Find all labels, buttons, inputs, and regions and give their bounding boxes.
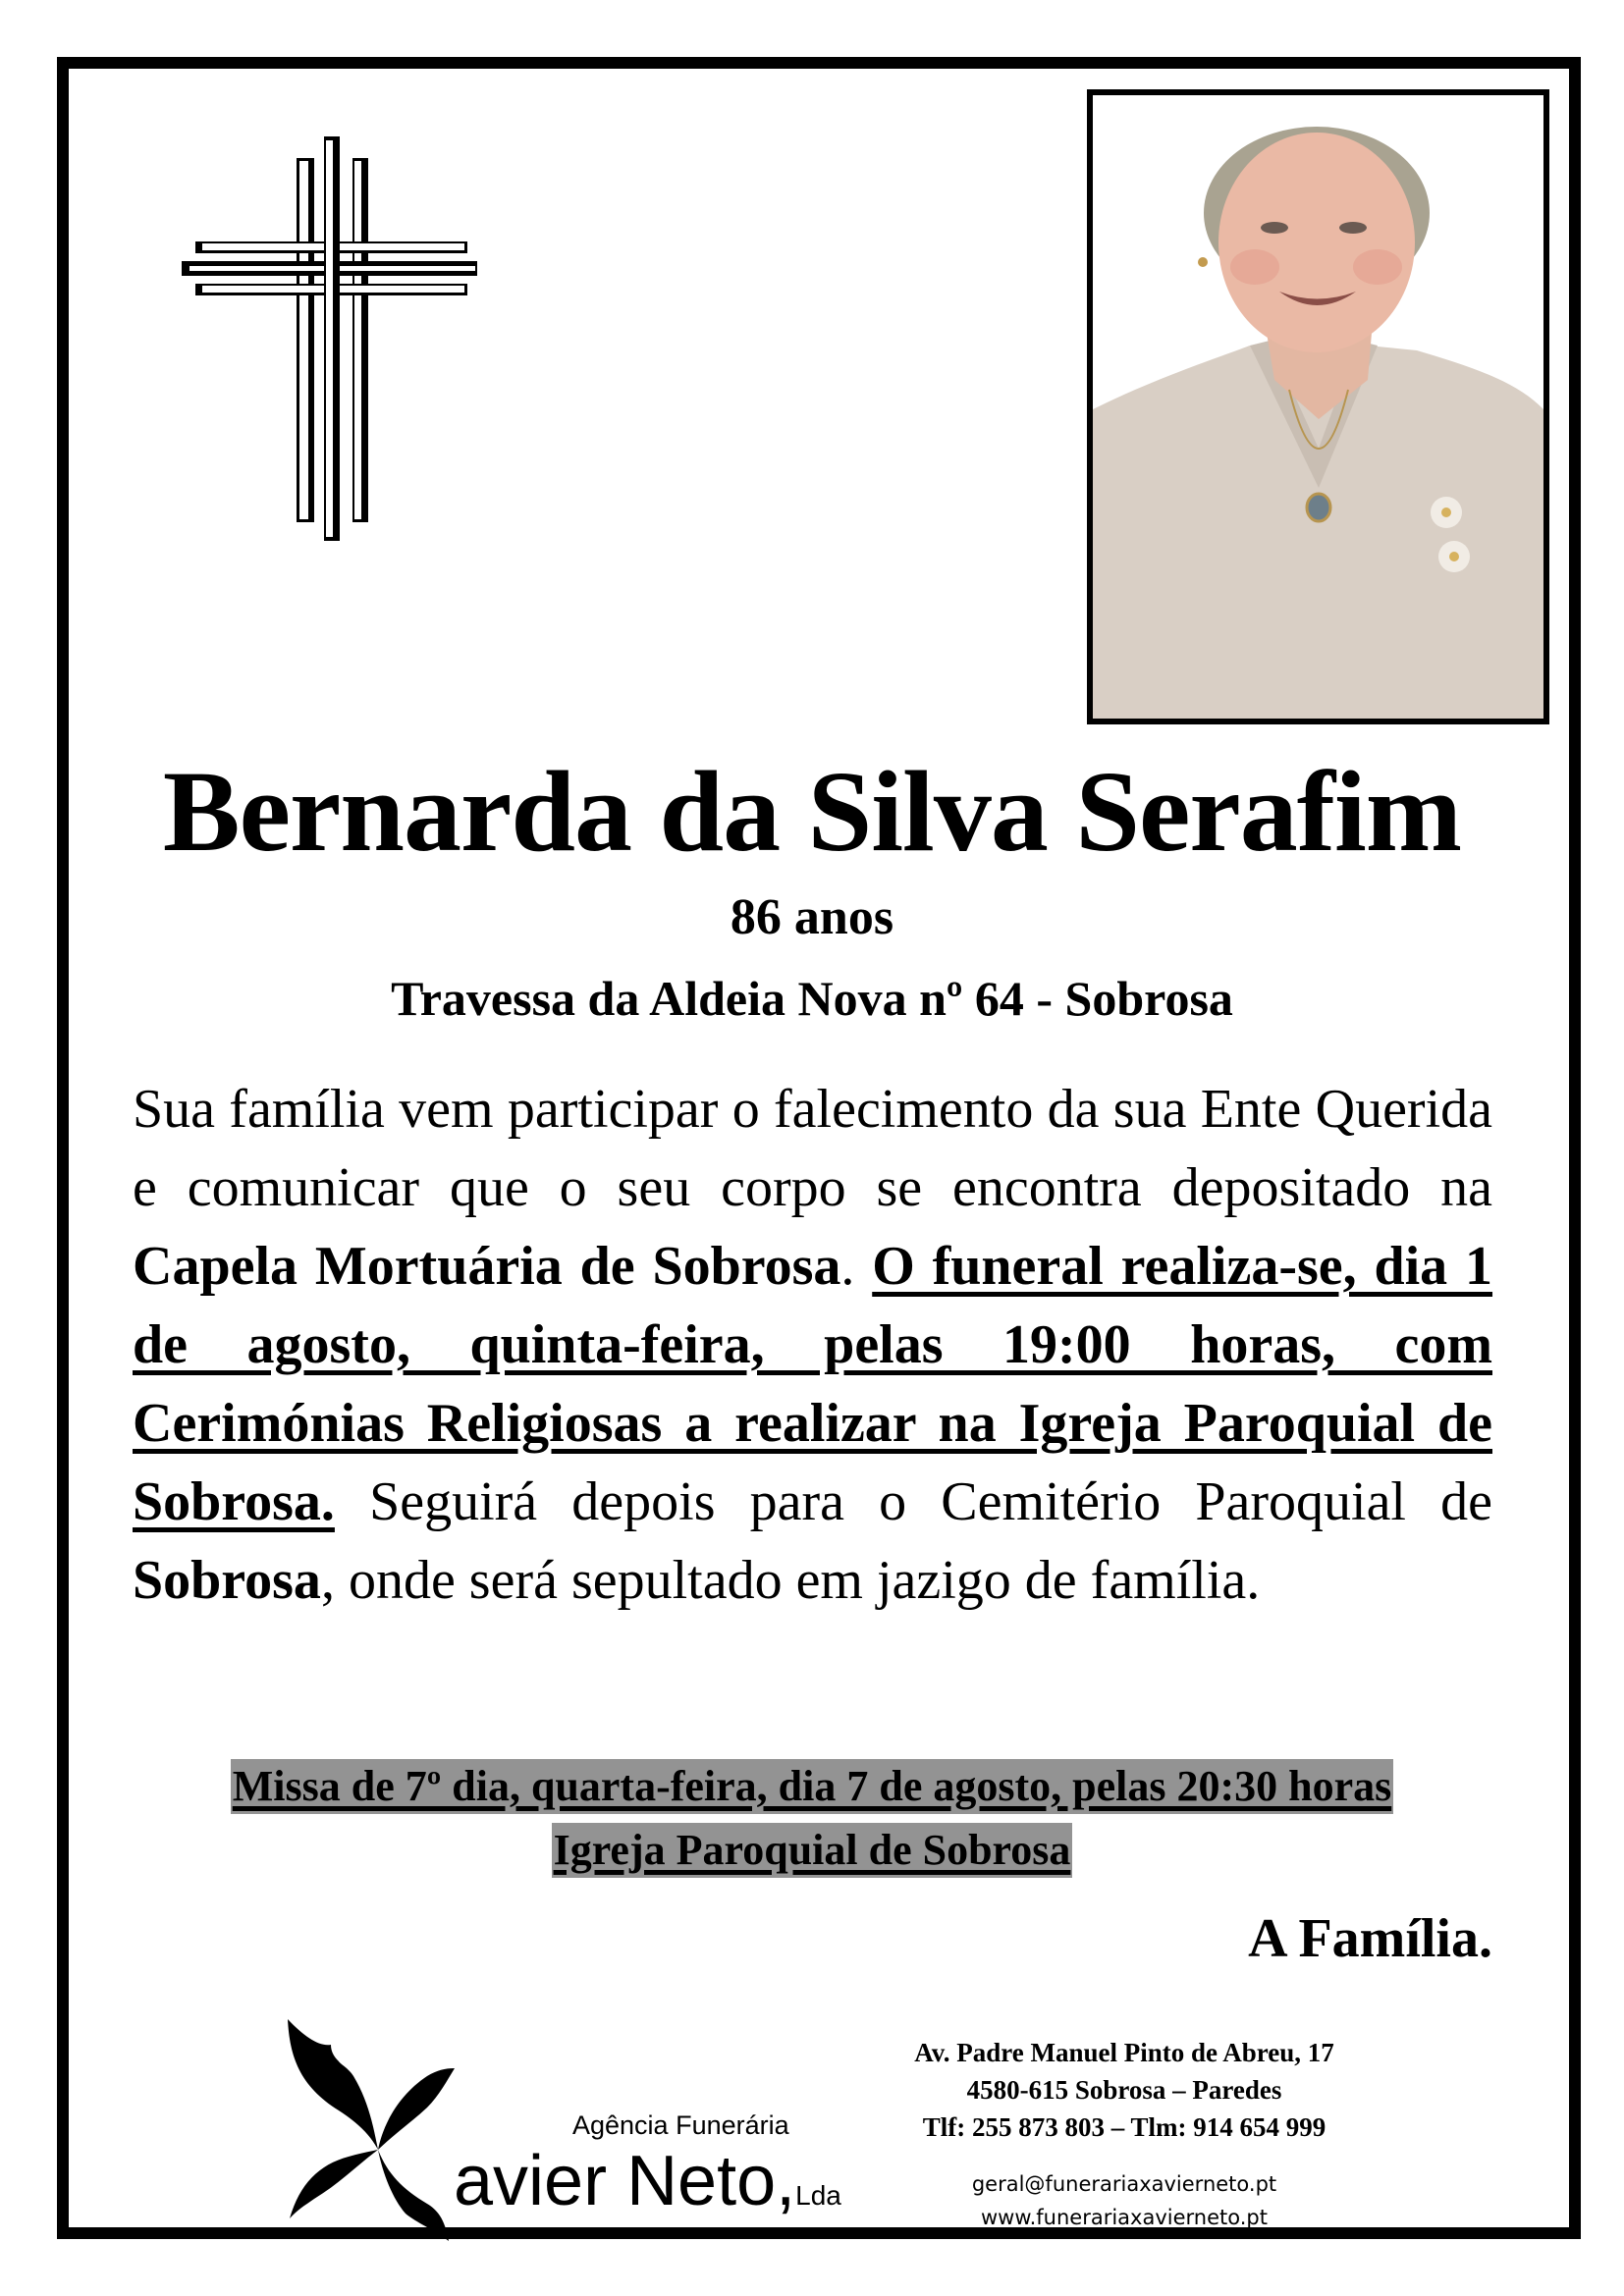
mass-info-line-2-wrap [0, 1823, 1624, 1878]
deceased-address: Travessa da Aldeia Nova nº 64 - Sobrosa [391, 971, 1233, 1026]
portrait-image [1093, 95, 1543, 719]
deceased-age: 86 anos [730, 889, 894, 945]
body-intro: Sua família vem participar o falecimento da sua Ente Querida e comunicar que o seu corpo se encontra depositado na [133, 1079, 1492, 1218]
agency-tagline: Agência Funerária [572, 2110, 789, 2140]
deceased-name: Bernarda da Silva Serafim [162, 747, 1462, 876]
portrait-photo [1087, 89, 1549, 724]
agency-name-text: avier Neto, [454, 2142, 796, 2220]
cross-icon [177, 133, 481, 545]
cemetery-place: Sobrosa [133, 1550, 321, 1611]
mass-info-line-2: Igreja Paroquial de Sobrosa [552, 1823, 1073, 1878]
body-burial: Seguirá depois para o Cemitério Paroquial de [334, 1471, 1492, 1532]
funeral-details: O funeral realiza-se, dia 1 de agosto, quinta-feira, pelas 19:00 horas, com Cerimónias Religiosas a realizar na Igreja Paroquial de Sobrosa. [133, 1236, 1493, 1532]
agency-suffix: Lda [795, 2180, 841, 2211]
contact-spacer [884, 2146, 1365, 2167]
agency-name [454, 2140, 841, 2237]
mass-info-line-1: Missa de 7º dia, quarta-feira, dia 7 de agosto, pelas 20:30 horas [231, 1759, 1394, 1814]
chapel-name: Capela Mortuária de Sobrosa [133, 1236, 841, 1297]
agency-website: www.funerariaxavierneto.pt [981, 2206, 1268, 2229]
body-separator: . [840, 1236, 873, 1297]
xavier-neto-logo-icon [280, 2017, 466, 2243]
agency-address-line-1: Av. Padre Manuel Pinto de Abreu, 17 [914, 2038, 1334, 2067]
agency-phones: Tlf: 255 873 803 – Tlm: 914 654 999 [922, 2112, 1326, 2142]
mass-info-line-1-wrap [0, 1759, 1624, 1814]
agency-address-line-2: 4580-615 Sobrosa – Paredes [966, 2075, 1282, 2105]
agency-contact-block [884, 2034, 1365, 2234]
agency-email: geral@funerariaxavierneto.pt [971, 2172, 1277, 2196]
body-ending: , onde será sepultado em jazigo de família. [320, 1550, 1261, 1611]
announcement-paragraph [133, 1070, 1492, 1620]
family-signature: A Família. [1248, 1908, 1492, 1969]
